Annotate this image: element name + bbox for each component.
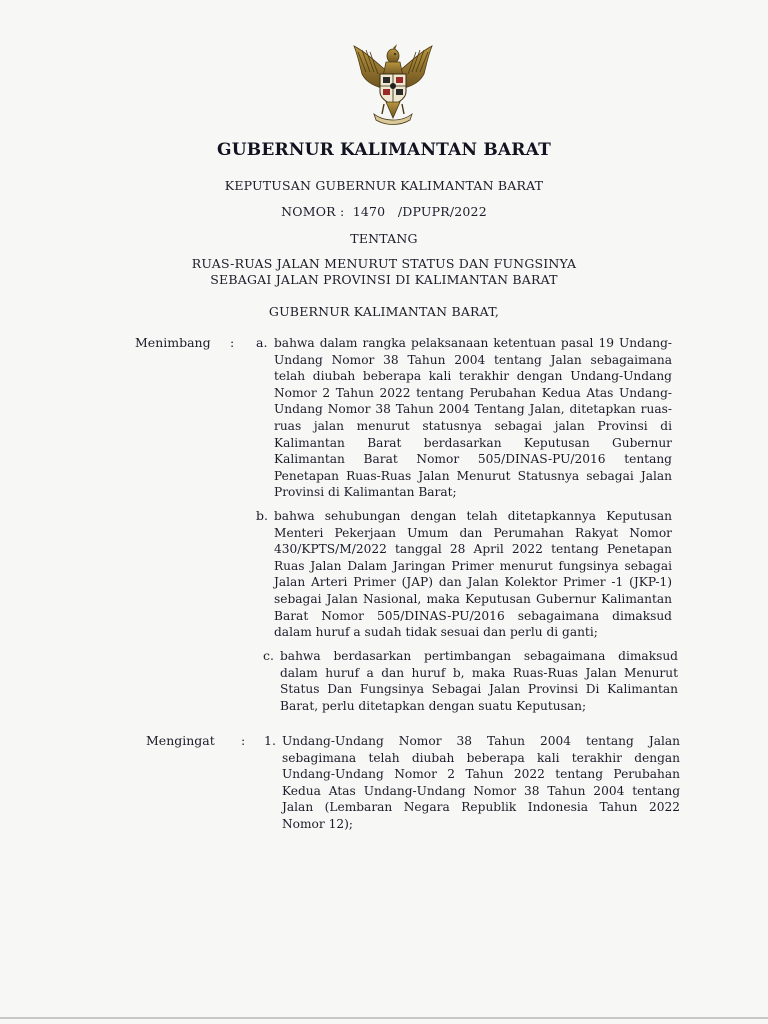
decree-title: KEPUTUSAN GUBERNUR KALIMANTAN BARAT <box>224 178 544 193</box>
mengingat-colon: : <box>241 733 246 748</box>
item-c-marker: c. <box>263 648 274 663</box>
menimbang-label: Menimbang <box>135 335 211 350</box>
mengingat-label: Mengingat <box>146 733 215 748</box>
garuda-pancasila-emblem-icon <box>348 42 438 128</box>
governor-heading: GUBERNUR KALIMANTAN BARAT <box>217 140 551 160</box>
subject-line-1: RUAS-RUAS JALAN MENURUT STATUS DAN FUNGSINYA <box>191 256 577 271</box>
subject-line-2: SEBAGAI JALAN PROVINSI DI KALIMANTAN BARAT <box>210 272 558 287</box>
item-a-marker: a. <box>256 335 268 350</box>
item-a-text: bahwa dalam rangka pelaksanaan ketentuan pasal 19 Undang-Undang Nomor 38 Tahun 2004 tentang Jalan sebagaimana telah diubah beberapa kali terakhir dengan Undang-Undang Nomor 2 Tahun 2022 tentang Perubahan Kedua Atas Undang-Undang Nomor 38 Tahun 2004 Tentang Jalan, ditetapkan ruas-ruas jalan menurut statusnya sebagai jalan Provinsi di Kalimantan Barat berdasarkan Keputusan Gubernur Kalimantan Barat Nomor 505/DINAS-PU/2016 tentang Penetapan Ruas-Ruas Jalan Menurut Statusnya sebagai Jalan Provinsi di Kalimantan Barat; <box>274 336 672 500</box>
item-b-marker: b. <box>256 508 268 523</box>
item-b-text: bahwa sehubungan dengan telah ditetapkannya Keputusan Menteri Pekerjaan Umum dan Perumahan Rakyat Nomor 430/KPTS/M/2022 tanggal 28 April 2022 tentang Penetapan Ruas Jalan Dalam Jaringan Primer menurut fungsinya sebagai Jalan Arteri Primer (JAP) dan Jalan Kolektor Primer -1 (JKP-1) sebagai Jalan Nasional, maka Keputusan Gubernur Kalimantan Barat Nomor 505/DINAS-PU/2016 sebagaimana dimaksud dalam huruf a sudah tidak sesuai dan perlu di ganti; <box>274 509 672 640</box>
governor-line: GUBERNUR KALIMANTAN BARAT, <box>268 304 500 319</box>
menimbang-colon: : <box>230 335 235 350</box>
item-1-marker: 1. <box>264 733 276 748</box>
page-bottom-edge <box>0 1017 768 1019</box>
item-c-text: bahwa berdasarkan pertimbangan sebagaimana dimaksud dalam huruf a dan huruf b, maka Ruas-Ruas Jalan Menurut Status Dan Fungsinya Sebagai Jalan Provinsi Di Kalimantan Barat, perlu ditetapkan dengan suatu Keputusan; <box>280 649 678 713</box>
decree-number: NOMOR : 1470 /DPUPR/2022 <box>281 204 487 219</box>
item-1-text: Undang-Undang Nomor 38 Tahun 2004 tentang Jalan sebagimana telah diubah beberapa kali terakhir dengan Undang-Undang Nomor 2 Tahun 2022 tentang Perubahan Kedua Atas Undang-Undang Nomor 38 Tahun 2004 tentang Jalan (Lembaran Negara Republik Indonesia Tahun 2022 Nomor 12); <box>282 734 680 831</box>
about-heading: TENTANG <box>350 231 418 246</box>
